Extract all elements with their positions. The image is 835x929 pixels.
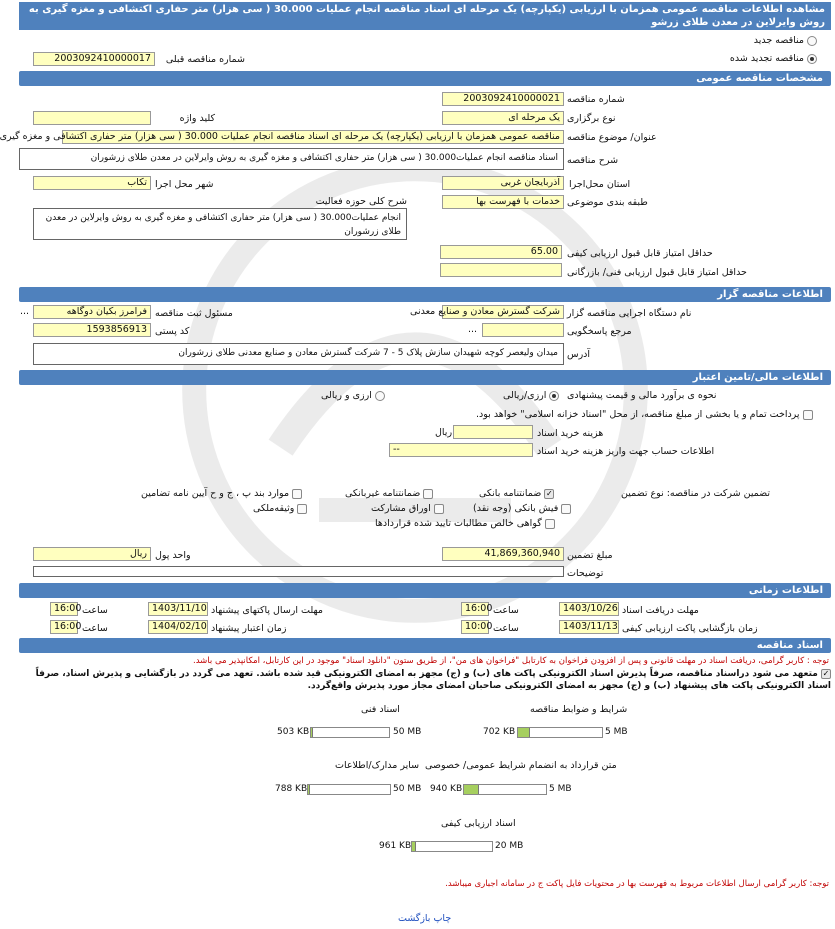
- g-property-option[interactable]: [253, 503, 307, 514]
- g-clause-option[interactable]: [141, 488, 302, 499]
- radio-fx[interactable]: [375, 391, 385, 401]
- file-tech-fill: [311, 728, 313, 737]
- notes-box: [33, 566, 564, 577]
- file-other-max: 50 MB: [393, 784, 422, 794]
- g-clause-checkbox[interactable]: [292, 489, 302, 499]
- min-quality-field: 65.00: [440, 245, 562, 259]
- documents-section-header: اسناد مناقصه: [19, 638, 831, 653]
- treasury-label: پرداخت تمام و یا بخشی از مبلغ مناقصه، از محل "اسناد خزانه اسلامی" خواهد بود.: [476, 409, 800, 420]
- ref-field: [482, 323, 564, 337]
- file-terms-size: 702 KB: [483, 727, 516, 737]
- city-label: شهر محل اجرا: [155, 179, 214, 190]
- fx-option[interactable]: [321, 390, 385, 401]
- open-label: زمان بازگشایی پاکت ارزیابی کیفی: [622, 623, 758, 634]
- min-quality-label: حداقل امتیاز قابل قبول ارزیابی کیفی: [567, 248, 713, 259]
- min-tech-label: حداقل امتیاز قابل قبول ارزیابی فنی/ بازرگانی: [567, 267, 747, 278]
- address-label: آدرس: [567, 349, 591, 360]
- print-back-links: [398, 913, 451, 924]
- commitment-label: متعهد می شود دراسناد مناقصه، صرفاً پذیرش اسناد الکترونیکی پاکت های (ب) و (ج) مجهز به امضای الکترونیکی قید شده باشد. تعهد می گردد در بازگشایی و پذیرش اسناد، صرفاً اسناد الکترونیکی پاکت های پیشنهاد (ب) و (ج) مجهز به امضای الکترونیکی صاحبان امضای مجاز مورد پذیرش واقع‌گردد.: [35, 669, 831, 691]
- file-contract-fill: [464, 785, 479, 794]
- file-contract-size: 940 KB: [430, 784, 463, 794]
- new-tender-label: مناقصه جدید: [753, 35, 804, 46]
- g-nonbank-label: ضمانتنامه غیربانکی: [345, 488, 421, 499]
- org-label: نام دستگاه اجرایی مناقصه گزار: [567, 308, 692, 319]
- account-field: --: [389, 443, 533, 457]
- province-field: آذربایجان غربی: [442, 176, 564, 190]
- radio-rial[interactable]: [549, 391, 559, 401]
- send-date: 1403/11/10: [148, 602, 208, 616]
- print-link[interactable]: چاپ: [433, 913, 452, 924]
- g-cash-label: فیش بانکی (وجه نقد): [473, 503, 559, 514]
- timing-section-header: اطلاعات زمانی: [19, 583, 831, 598]
- radio-renewed[interactable]: [807, 54, 817, 64]
- send-label: مهلت ارسال پاکتهای پیشنهاد: [211, 605, 323, 616]
- number-label: شماره مناقصه: [567, 94, 625, 105]
- g-cash-option[interactable]: [473, 503, 571, 514]
- file-terms-name: شرایط و ضوابط مناقصه: [530, 704, 628, 715]
- doc-note-2: توجه: کاربر گرامی ارسال اطلاعات مربوط به فهرست بها در محتویات فایل پاکت ج در سامانه اجباری میباشد.: [445, 879, 829, 889]
- rial-option[interactable]: [503, 390, 559, 401]
- estimate-label: نحوه ی برآورد مالی و قیمت پیشنهادی: [567, 390, 717, 401]
- new-tender-option[interactable]: [754, 35, 817, 46]
- open-time-label: ساعت: [493, 623, 519, 634]
- file-tech-bar: [310, 727, 390, 738]
- doc-note-1: توجه : کاربر گرامی، دریافت اسناد در مهلت قانونی و پس از افزودن فراخوان به کارتابل "فراخوان های من"، از طریق ستون "دانلود اسناد" موجود در این کارتابل، امکانپذیر می باشد.: [193, 656, 829, 666]
- file-other-name: سایر مدارک/اطلاعات: [335, 760, 420, 771]
- radio-new[interactable]: [807, 36, 817, 46]
- g-bank-option[interactable]: [479, 488, 554, 499]
- desc-box: اسناد مناقصه انجام عملیات30.000 ( سی هزار) متر حفاری اکتشافی و مغزه گیری به روش وایرلاین در معدن طلای زرشوران: [19, 148, 564, 170]
- desc-label: شرح مناقصه: [567, 155, 619, 166]
- currency-label: واحد پول: [155, 550, 191, 561]
- scope-box: انجام عملیات30.000 ( سی هزار) متر حفاری اکتشافی و مغزه گیری به روش وایرلاین در معدن طلای زرشوران: [33, 208, 407, 240]
- amount-label: مبلغ تضمین: [567, 550, 613, 561]
- g-bonds-checkbox[interactable]: [434, 504, 444, 514]
- finance-section-header: اطلاعات مالی/تامین اعتبار: [19, 370, 831, 385]
- doc-fee-label: هزینه خرید اسناد: [537, 428, 604, 439]
- treasury-option[interactable]: [476, 409, 813, 420]
- file-terms-max: 5 MB: [605, 727, 628, 737]
- file-terms-fill: [518, 728, 530, 737]
- g-claims-checkbox[interactable]: [545, 519, 555, 529]
- file-other-fill: [308, 785, 310, 794]
- file-quality-fill: [412, 842, 416, 851]
- g-nonbank-option[interactable]: [345, 488, 433, 499]
- back-link[interactable]: بازگشت: [398, 913, 431, 924]
- doc-fee-unit: ریال: [435, 427, 453, 438]
- g-bonds-label: اوراق مشارکت: [371, 503, 431, 514]
- open-date: 1403/11/13: [559, 620, 619, 634]
- stage-field: یک مرحله ای: [442, 111, 564, 125]
- open-time: 10:00: [461, 620, 489, 634]
- file-quality-name: اسناد ارزیابی کیفی: [441, 818, 516, 829]
- guarantee-label: تضمین شرکت در مناقصه: نوع تضمین: [621, 488, 771, 499]
- renewed-tender-label: مناقصه تجدید شده: [729, 53, 804, 64]
- g-claims-label: گواهی خالص مطالبات تایید شده قراردادها: [375, 518, 542, 529]
- file-tech-name: اسناد فنی: [361, 704, 400, 715]
- city-field: تکاب: [33, 176, 151, 190]
- g-bonds-option[interactable]: [371, 503, 444, 514]
- province-label: استان محل‌اجرا: [569, 179, 631, 190]
- doc-receive-label: مهلت دریافت اسناد: [622, 605, 699, 616]
- postal-label: کد پستی: [155, 326, 190, 337]
- g-bank-label: ضمانتنامه بانکی: [479, 488, 542, 499]
- scope-label: شرح کلی حوزه فعالیت: [315, 196, 407, 207]
- valid-label: زمان اعتبار پیشنهاد: [211, 623, 287, 634]
- stage-label: نوع برگزاری: [567, 113, 616, 124]
- min-tech-field: [440, 263, 562, 277]
- doc-fee-field: [453, 425, 533, 439]
- ref-label: مرجع پاسخگویی: [567, 326, 632, 337]
- amount-field: 41,869,360,940: [442, 547, 564, 561]
- file-tech-max: 50 MB: [393, 727, 422, 737]
- g-clause-label: موارد بند پ ، ج و ح آیین نامه تضامین: [141, 488, 290, 499]
- resp-more[interactable]: ...: [20, 306, 30, 317]
- keyword-label: کلید واژه: [179, 113, 215, 124]
- file-contract-name: متن قرارداد به انضمام شرایط عمومی/ خصوصی: [425, 760, 617, 771]
- postal-field: 1593856913: [33, 323, 151, 337]
- g-property-label: وثیقه‌ملکی: [253, 503, 295, 514]
- renewed-tender-option[interactable]: [730, 53, 817, 64]
- valid-time: 16:00: [50, 620, 78, 634]
- organizer-section-header: اطلاعات مناقصه گزار: [19, 287, 831, 302]
- g-bank-checkbox[interactable]: ✓: [545, 488, 553, 498]
- resp-field: فرامرز بکیان دوگاهه: [33, 305, 151, 319]
- file-quality-max: 20 MB: [495, 841, 524, 851]
- keyword-field: [33, 111, 151, 125]
- prev-number-label: شماره مناقصه قبلی: [165, 54, 245, 65]
- file-contract-bar: [463, 784, 547, 795]
- account-label: اطلاعات حساب جهت واریز هزینه خرید اسناد: [537, 446, 715, 457]
- number-field: 2003092410000021: [442, 92, 564, 106]
- currency-field: ریال: [33, 547, 151, 561]
- category-label: طبقه بندی موضوعی: [567, 197, 648, 208]
- commitment-checkbox: ✓: [822, 668, 830, 678]
- g-property-checkbox[interactable]: [297, 504, 307, 514]
- send-time-label: ساعت: [82, 605, 108, 616]
- valid-time-label: ساعت: [82, 623, 108, 634]
- commitment-text: [19, 668, 831, 692]
- g-nonbank-checkbox[interactable]: [423, 489, 433, 499]
- doc-receive-date: 1403/10/26: [559, 602, 619, 616]
- g-claims-option[interactable]: [375, 518, 555, 529]
- file-quality-size: 961 KB: [379, 841, 412, 851]
- doc-receive-time: 16:00: [461, 602, 489, 616]
- notes-label: توضیحات: [567, 568, 604, 579]
- rial-label: ارزی/ریالی: [503, 390, 547, 401]
- file-other-bar: [307, 784, 391, 795]
- org-field: شرکت گسترش معادن و صنایع معدنی: [442, 305, 564, 319]
- file-quality-bar: [411, 841, 493, 852]
- address-box: میدان ولیعصر کوچه شهیدان سازش پلاک 5 - 7 شرکت گسترش معادن و صنایع معدنی طلای زرشوران: [33, 343, 564, 365]
- file-tech-size: 503 KB: [277, 727, 310, 737]
- g-cash-checkbox[interactable]: [561, 504, 571, 514]
- subject-label: عنوان/ موضوع مناقصه: [567, 132, 657, 143]
- prev-number-field: 2003092410000017: [33, 52, 155, 66]
- category-field: خدمات با فهرست بها: [442, 195, 564, 209]
- resp-label: مسئول ثبت مناقصه: [155, 308, 233, 319]
- fx-label: ارزی و ریالی: [321, 390, 372, 401]
- subject-field: مناقصه عمومی همزمان با ارزیابی (یکپارچه) یک مرحله ای اسناد مناقصه انجام عملیات 30.000 ( سی هزار) متر حفاری اکتشافی و مغزه گیری: [62, 130, 564, 144]
- doc-receive-time-label: ساعت: [493, 605, 519, 616]
- send-time: 16:00: [50, 602, 78, 616]
- valid-date: 1404/02/10: [148, 620, 208, 634]
- ref-more[interactable]: ...: [468, 324, 478, 335]
- file-contract-max: 5 MB: [549, 784, 572, 794]
- treasury-checkbox[interactable]: [803, 410, 813, 420]
- file-other-size: 788 KB: [275, 784, 308, 794]
- file-terms-bar: [517, 727, 603, 738]
- page-title: مشاهده اطلاعات مناقصه عمومی همزمان با ارزیابی (یکپارچه) یک مرحله ای اسناد مناقصه انجام عملیات 30.000 ( سی هزار) متر حفاری اکتشافی و مغزه گیری به روش وایرلاین در معدن طلای زرشو: [19, 2, 831, 30]
- general-section-header: مشخصات مناقصه عمومی: [19, 71, 831, 86]
